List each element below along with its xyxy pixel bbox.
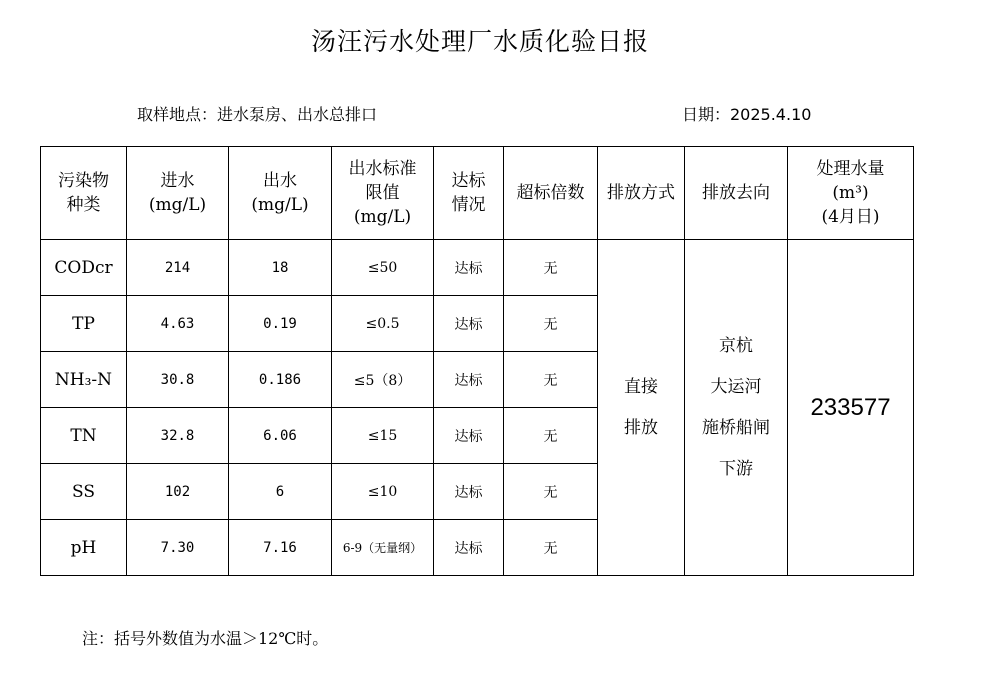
- discharge-method-cell: 直接 排放: [598, 240, 685, 576]
- sampling-location: 取样地点：进水泵房、出水总排口: [137, 105, 378, 124]
- pollutant-cell: SS: [41, 464, 127, 520]
- pollutant-cell: NH₃-N: [41, 352, 127, 408]
- inflow-cell: 7.30: [127, 520, 229, 576]
- compliance-cell: 达标: [434, 464, 504, 520]
- compliance-cell: 达标: [434, 520, 504, 576]
- inflow-cell: 30.8: [127, 352, 229, 408]
- compliance-cell: 达标: [434, 296, 504, 352]
- treated-volume-cell: 233577: [788, 240, 914, 576]
- header-volume: 处理水量 (m³) (4月日): [788, 147, 914, 240]
- inflow-cell: 32.8: [127, 408, 229, 464]
- footnote: 注：括号外数值为水温＞12℃时。: [82, 629, 329, 648]
- inflow-cell: 4.63: [127, 296, 229, 352]
- report-date: 日期：2025.4.10: [682, 105, 812, 124]
- table-row: [41, 240, 914, 296]
- standard-cell: ≤15: [332, 408, 434, 464]
- header-discharge-method: 排放方式: [598, 147, 685, 240]
- standard-cell: ≤5（8）: [332, 352, 434, 408]
- outflow-cell: 0.186: [229, 352, 332, 408]
- pollutant-cell: pH: [41, 520, 127, 576]
- header-outflow: 出水 (mg/L): [229, 147, 332, 240]
- header-row: [41, 147, 914, 240]
- compliance-cell: 达标: [434, 408, 504, 464]
- exceed-cell: 无: [504, 296, 598, 352]
- header-inflow: 进水 (mg/L): [127, 147, 229, 240]
- exceed-cell: 无: [504, 352, 598, 408]
- header-exceed: 超标倍数: [504, 147, 598, 240]
- header-standard: 出水标准 限值 (mg/L): [332, 147, 434, 240]
- standard-cell: ≤10: [332, 464, 434, 520]
- inflow-cell: 102: [127, 464, 229, 520]
- report-title: 汤汪污水处理厂水质化验日报: [310, 27, 649, 56]
- exceed-cell: 无: [504, 464, 598, 520]
- inflow-cell: 214: [127, 240, 229, 296]
- header-pollutant: 污染物 种类: [41, 147, 127, 240]
- discharge-destination-cell: 京杭 大运河 施桥船闸 下游: [685, 240, 788, 576]
- exceed-cell: 无: [504, 240, 598, 296]
- header-discharge-destination: 排放去向: [685, 147, 788, 240]
- standard-cell: ≤50: [332, 240, 434, 296]
- exceed-cell: 无: [504, 520, 598, 576]
- standard-cell: ≤0.5: [332, 296, 434, 352]
- header-compliance: 达标 情况: [434, 147, 504, 240]
- pollutant-cell: TP: [41, 296, 127, 352]
- compliance-cell: 达标: [434, 240, 504, 296]
- pollutant-cell: CODcr: [41, 240, 127, 296]
- outflow-cell: 7.16: [229, 520, 332, 576]
- outflow-cell: 0.19: [229, 296, 332, 352]
- standard-cell: 6-9（无量纲）: [332, 520, 434, 576]
- pollutant-cell: TN: [41, 408, 127, 464]
- exceed-cell: 无: [504, 408, 598, 464]
- outflow-cell: 6.06: [229, 408, 332, 464]
- water-quality-table: [40, 146, 914, 576]
- outflow-cell: 18: [229, 240, 332, 296]
- compliance-cell: 达标: [434, 352, 504, 408]
- outflow-cell: 6: [229, 464, 332, 520]
